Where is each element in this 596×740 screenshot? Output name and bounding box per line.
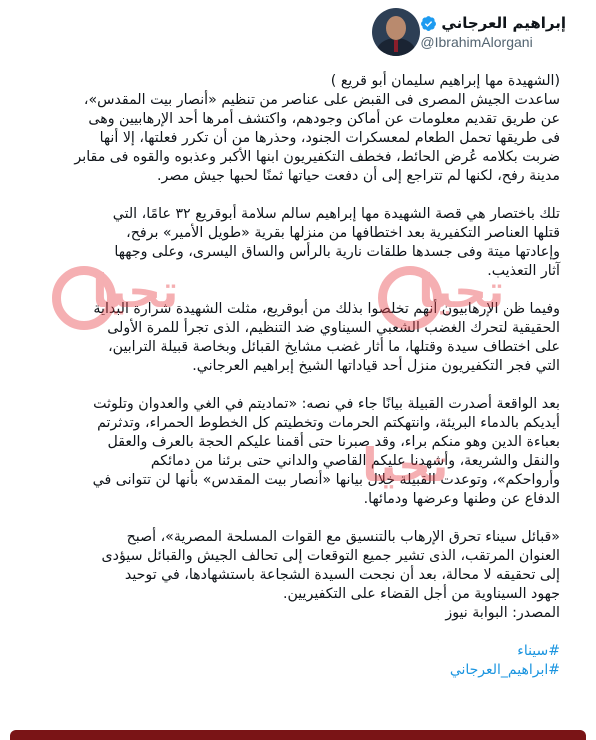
tweet-line: ساعدت الجيش المصرى فى القبض على عناصر من تنظيم «أنصار بيت المقدس»،	[83, 92, 560, 108]
tweet-source: المصدر: البوابة نيوز	[445, 605, 560, 621]
tweet-line: «قبائل سيناء تحرق الإرهاب بالتنسيق مع القوات المسلحة المصرية»، أصبح	[126, 529, 560, 545]
tweet-line: ضربت بكلامه عُرض الحائط، فخطف التكفيريون ابنها الأكبر وعذبوه والقوه فى مقابر	[74, 149, 560, 165]
tweet-text	[20, 72, 560, 680]
hashtag-link[interactable]: #ابراهيم_العرجاني	[449, 662, 560, 678]
tweet-line: وفيما ظن الإرهابيون أنهم تخلصوا بذلك من أبوقريع، مثلت الشهيدة شرارة البداية	[93, 301, 560, 317]
watermark-text: تحيا	[418, 264, 505, 318]
tweet-line: بعد الواقعة أصدرت القبيلة بيانًا جاء في نصه: «تماديتم في الغي والعدوان وتلوثت	[93, 396, 560, 412]
tweet-line: عن طريق تقديم معلومات عن أماكن وجودهم، واكتشف أمرها أحد الإرهابيين وهى	[88, 111, 560, 127]
tweet-line: أيديكم بالدماء البريئة، وانتهكتم الحرمات وتخطيتم كل الخطوط الحمراء، وتدثرتم	[97, 415, 560, 431]
avatar[interactable]	[372, 8, 420, 56]
tweet-paragraph	[20, 528, 560, 623]
tweet-line: فى طريقها تحمل الطعام لمعسكرات الجنود، وحذرها من أن تكرر فعلتها، إلا أنها	[99, 130, 560, 146]
tweet-line: على اختطاف سيدة وقتلها، ما أثار غضب مشايخ القبائل وبخاصة قبيلة الترابين،	[108, 339, 560, 355]
tweet-line: بعباءة الدين وهو منكم براء، وقد صبرنا حتى أقمنا عليكم الحجة بالعرف والعقل	[107, 434, 560, 450]
tweet-line: والنقل والشريعة، وأشهدنا عليكم القاصي والداني حتى برئنا من دمائكم	[150, 453, 560, 469]
verified-badge-icon	[420, 15, 437, 32]
avatar-face	[386, 16, 406, 40]
media-preview-edge[interactable]	[10, 730, 586, 740]
tweet-header	[362, 8, 566, 56]
tweet-line: قتلها العناصر التكفيرية بعد اختطافها من منزلها بقرية «طويل الأمير» برفح،	[126, 225, 560, 241]
tweet-paragraph	[20, 72, 560, 186]
tweet-line: تلك باختصار هي قصة الشهيدة مها إبراهيم سالم سلامة أبوقريع ٣٢ عامًا، التي	[112, 206, 560, 222]
author-names	[420, 14, 566, 50]
tweet-line: التي فجر التكفيريون منزل أحد قياداتها الشيخ إبراهيم العرجاني.	[192, 358, 560, 374]
tweet-line: (الشهيدة مها إبراهيم سليمان أبو قريع )	[330, 73, 560, 89]
tweet-line: جهود السيناوية من أجل القضاء على التكفيريين.	[282, 586, 560, 602]
hashtag-list	[20, 642, 560, 680]
watermark-text: تحيا	[362, 438, 449, 492]
hashtag-link[interactable]: #سيناء	[517, 643, 560, 659]
watermark-text: تحيا	[92, 264, 179, 318]
tweet-line: مدينة رفح، لكنها لم تتراجع إلى أن دفعت حياتها ثمنًا لحبها جيش مصر.	[156, 168, 560, 184]
tweet-paragraph	[20, 395, 560, 509]
tweet-line: العنوان المرتقب، الذى تشير جميع التوقعات إلى تحالف الجيش والقبائل سيؤدى	[101, 548, 560, 564]
tweet-line: آثار التعذيب.	[487, 263, 560, 279]
author-display-name[interactable]: إبراهيم العرجاني	[441, 14, 566, 32]
author-handle[interactable]: @IbrahimAlorgani	[420, 34, 533, 50]
tweet-line: إلى تحقيقه لا محالة، بعد أن نجحت السيدة الشجاعة باستشهادها، في توحيد	[124, 567, 560, 583]
tweet-line: وأرواحكم»، وتوعدت القبيلة خلال بيانها «أنصار بيت المقدس» بأنها لن تتوانى في	[92, 472, 560, 488]
tweet-line: الدفاع عن وطنها وعرضها ودمائها.	[363, 491, 560, 507]
avatar-tie	[394, 40, 398, 52]
tweet-paragraph	[20, 205, 560, 281]
tweet-line: وإعادتها ميتة وفى جسدها طلقات نارية بالرأس والساق اليسرى، وعلى وجهها	[114, 244, 560, 260]
author-name-row	[420, 14, 566, 32]
tweet-paragraph	[20, 300, 560, 376]
tweet-line: الحقيقية لتحرك الغضب الشعبي السيناوي ضد التنظيم، الذى تجرأ للمرة الأولى	[107, 320, 560, 336]
